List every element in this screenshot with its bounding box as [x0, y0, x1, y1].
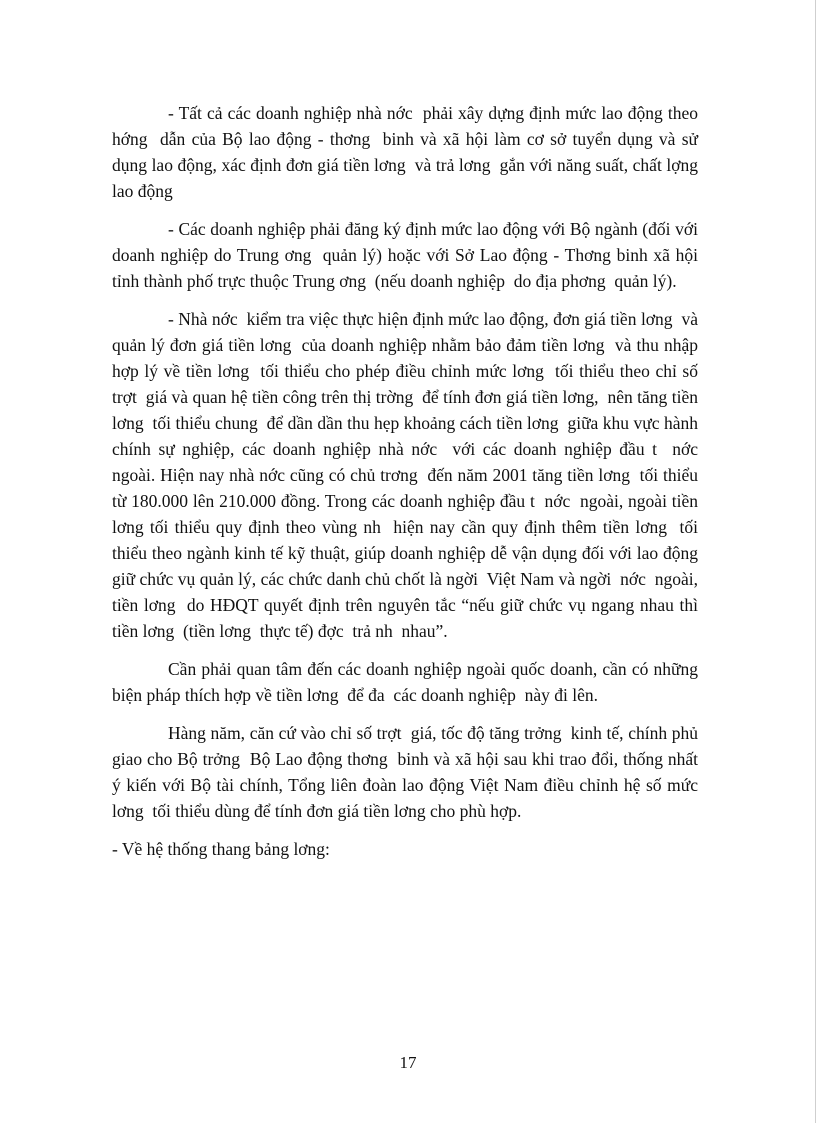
document-body — [112, 100, 707, 874]
text-line: năng suất, chất lợng lao động — [112, 155, 707, 201]
page-number: 17 — [399, 1053, 417, 1072]
text-line: theo hớng dẫn của Bộ lao động - thơng binh và xã hội làm cơ sở tuyển — [112, 103, 703, 149]
text-line: thiểu theo ngành kinh tế kỹ thuật, giúp doanh nghiệp dễ vận dụng đối với lao — [112, 543, 659, 563]
paragraph — [112, 836, 698, 862]
paragraph — [112, 100, 707, 204]
text-line: ngời nớc ngoài, tiền lơng do HĐQT quyết định trên nguyên tắc “nếu giữ — [112, 569, 703, 615]
paragraph — [112, 216, 703, 294]
text-line: nghiệp nhà nớc với các doanh nghiệp đầu t nớc ngoài. Hiện nay nhà nớc — [112, 439, 707, 485]
text-line: 210.000 đồng. Trong các doanh nghiệp đầu t nớc ngoài, ngoài tiền lơng — [112, 491, 703, 537]
paragraph — [112, 306, 707, 644]
text-line: lơng tối thiểu theo chỉ số trợt giá và quan hệ tiền công trên thị trờng để — [112, 361, 703, 407]
text-line: cũng có chủ trơng đến năm 2001 tăng tiền lơng tối thiểu từ 180.000 lên — [112, 465, 703, 511]
text-line: tối thiểu quy định theo vùng nh hiện nay cần quy định thêm tiền lơng tối — [149, 517, 699, 537]
text-line: binh xã hội tỉnh thành phố trực thuộc Trung ơng (nếu doanh nghiệp do địa — [112, 245, 703, 291]
text-line: cho phù hợp. — [429, 801, 522, 821]
text-line: lơng và quản lý đơn giá tiền lơng của doanh nghiệp nhằm bảo đảm tiền — [112, 309, 703, 355]
text-line: Hàng năm, căn cứ vào chỉ số trợt giá, tốc độ tăng trởng kinh tế, — [168, 723, 624, 743]
text-line: Cần phải quan tâm đến các doanh nghiệp ngoài quốc doanh, cần có — [168, 659, 649, 679]
text-line: - Nhà nớc kiểm tra việc thực hiện định mức lao động, đơn giá tiền — [168, 309, 637, 329]
text-line: - Tất cả các doanh nghiệp nhà nớc phải xây dựng định mức lao động — [168, 103, 663, 123]
text-line: - Về hệ thống thang bảng lơng: — [112, 839, 330, 859]
paragraph — [112, 720, 703, 824]
text-line: - Các doanh nghiệp phải đăng ký định mức lao động với Bộ ngành (đối — [168, 219, 671, 239]
text-line: động giữ chức vụ quản lý, các chức danh chủ chốt là ngời Việt Nam và — [112, 543, 703, 589]
text-line: lên. — [572, 685, 599, 705]
text-line: lơng và thu nhập hợp lý về tiền lơng tối thiểu cho phép điều chỉnh mức — [112, 335, 703, 381]
text-line: dụng và sử dụng lao động, xác định đơn giá tiền lơng và trả lơng gắn với — [112, 129, 703, 175]
text-line: Nam điều chỉnh hệ số mức lơng tối thiểu dùng để tính đơn giá tiền lơng — [112, 775, 703, 821]
text-line: trao đổi, thống nhất ý kiến với Bộ tài chính, Tổng liên đoàn lao động Việt — [112, 749, 703, 795]
text-line: những biện pháp thích hợp về tiền lơng để đa các doanh nghiệp này đi — [112, 659, 703, 705]
text-line: với doanh nghiệp do Trung ơng quản lý) hoặc với Sở Lao động - Thơng — [112, 219, 703, 265]
text-line: phơng quản lý). — [561, 271, 677, 291]
text-line: hẹp khoảng cách tiền lơng giữa khu vực hành chính sự nghiệp, các doanh — [112, 413, 703, 459]
text-line: tính đơn giá tiền lơng, nên tăng tiền lơng tối thiểu chung để dần dần thu — [112, 387, 703, 433]
text-line: chức vụ ngang nhau thì tiền lơng (tiền lơng thực tế) đợc trả nh nhau”. — [112, 595, 703, 641]
text-line: chính phủ giao cho Bộ trởng Bộ Lao động thơng binh và xã hội sau khi — [112, 723, 703, 769]
paragraph — [112, 656, 703, 708]
